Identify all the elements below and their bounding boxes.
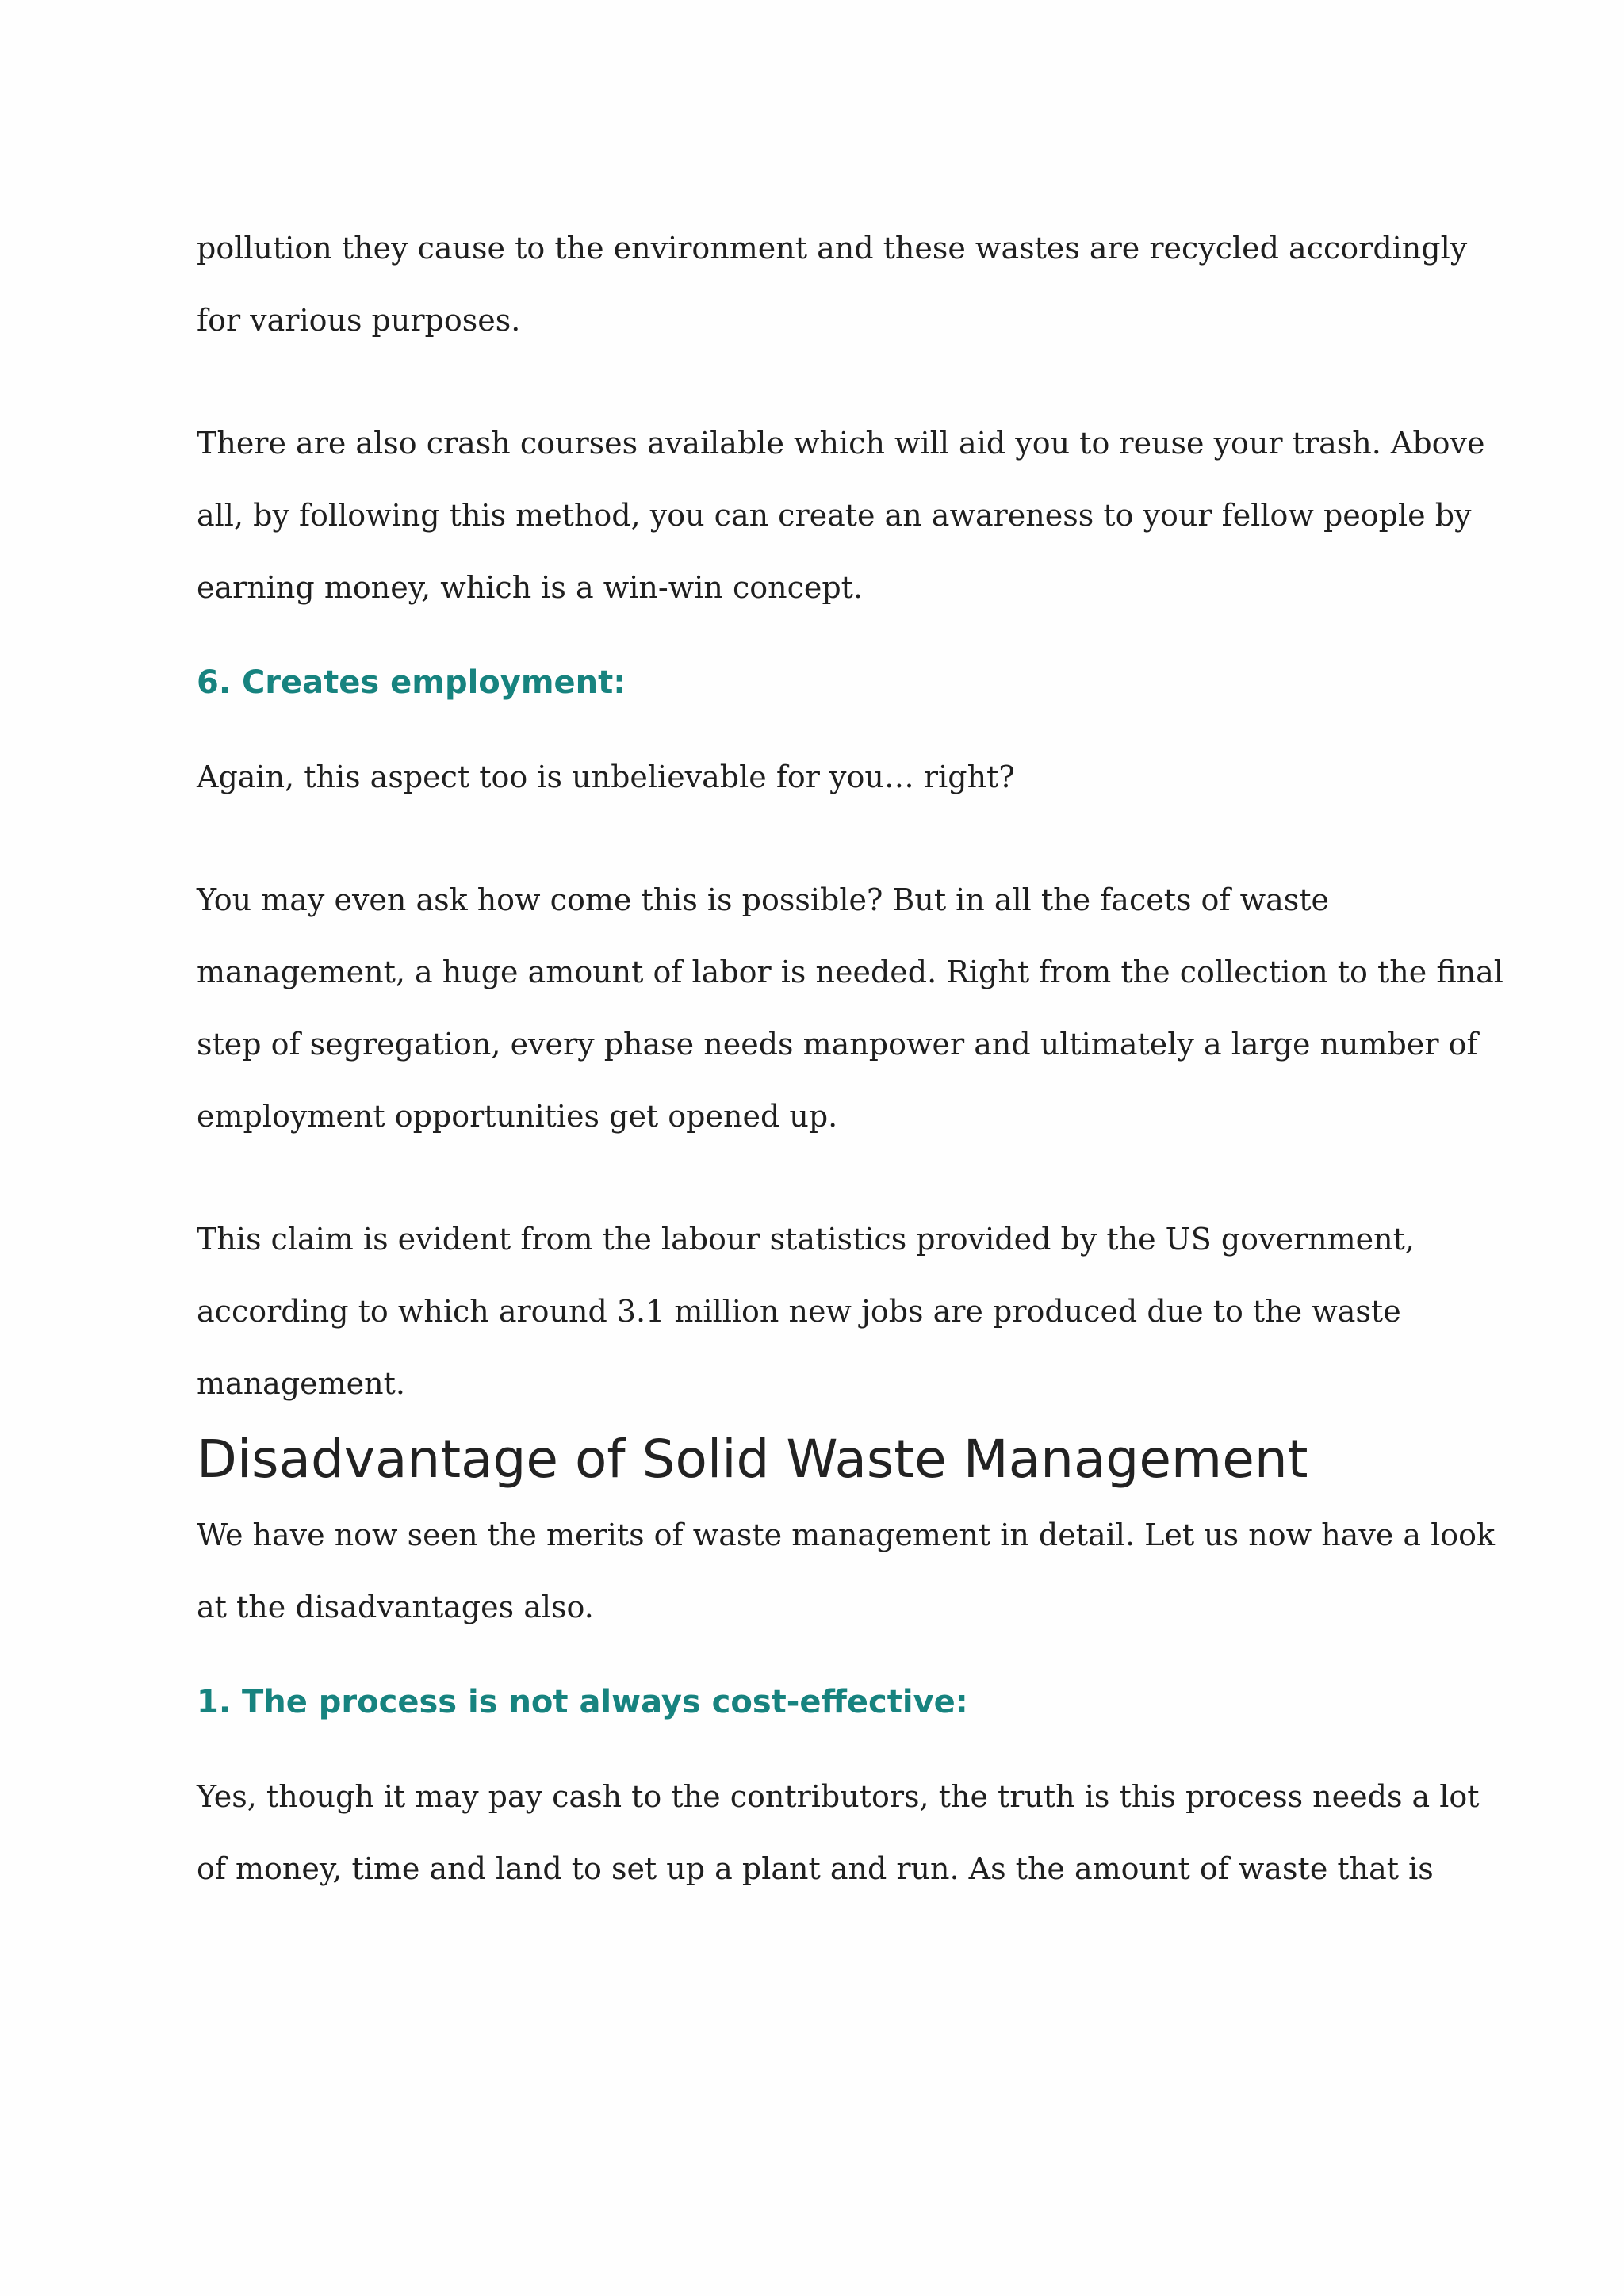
document-body (197, 212, 1503, 1905)
text-line: Again, this aspect too is unbelievable for you… right? (197, 760, 1015, 794)
paragraph-labor-needed (197, 864, 1503, 1153)
text-line: employment opportunities get opened up. (197, 1099, 838, 1134)
paragraph-crash-courses (197, 408, 1485, 624)
text-line: step of segregation, every phase needs manpower and ultimately a large number of (197, 1027, 1478, 1062)
text-line: at the disadvantages also. (197, 1590, 594, 1624)
text-line: according to which around 3.1 million new jobs are produced due to the waste (197, 1294, 1401, 1329)
text-line: There are also crash courses available which will aid you to reuse your trash. Above (197, 426, 1485, 461)
heading-not-cost-effective: 1. The process is not always cost-effective: (197, 1684, 968, 1720)
text-line: earning money, which is a win-win concept. (197, 570, 864, 605)
paragraph-disadvantages-intro (197, 1499, 1496, 1644)
text-line: of money, time and land to set up a plant and run. As the amount of waste that is (197, 1851, 1434, 1886)
paragraph-labour-statistics (197, 1203, 1434, 1420)
text-line: management, a huge amount of labor is needed. Right from the collection to the final (197, 955, 1503, 989)
text-line: all, by following this method, you can create an awareness to your fellow people by (197, 498, 1472, 533)
text-line: for various purposes. (197, 303, 521, 338)
paragraph-recycling-purposes (197, 212, 1468, 357)
text-line: pollution they cause to the environment and these wastes are recycled accordingly (197, 231, 1468, 266)
text-line: management. (197, 1366, 405, 1401)
text-line: This claim is evident from the labour statistics provided by the US government, (197, 1222, 1415, 1257)
paragraph-unbelievable (197, 741, 1434, 813)
paragraph-cost (197, 1761, 1480, 1905)
section-heading-disadvantages: Disadvantage of Solid Waste Management (197, 1429, 1308, 1490)
heading-creates-employment: 6. Creates employment: (197, 664, 626, 701)
text-line: Yes, though it may pay cash to the contributors, the truth is this process needs a lot (197, 1779, 1480, 1814)
text-line: You may even ask how come this is possible? But in all the facets of waste (197, 882, 1330, 917)
text-line: We have now seen the merits of waste management in detail. Let us now have a look (197, 1517, 1496, 1552)
